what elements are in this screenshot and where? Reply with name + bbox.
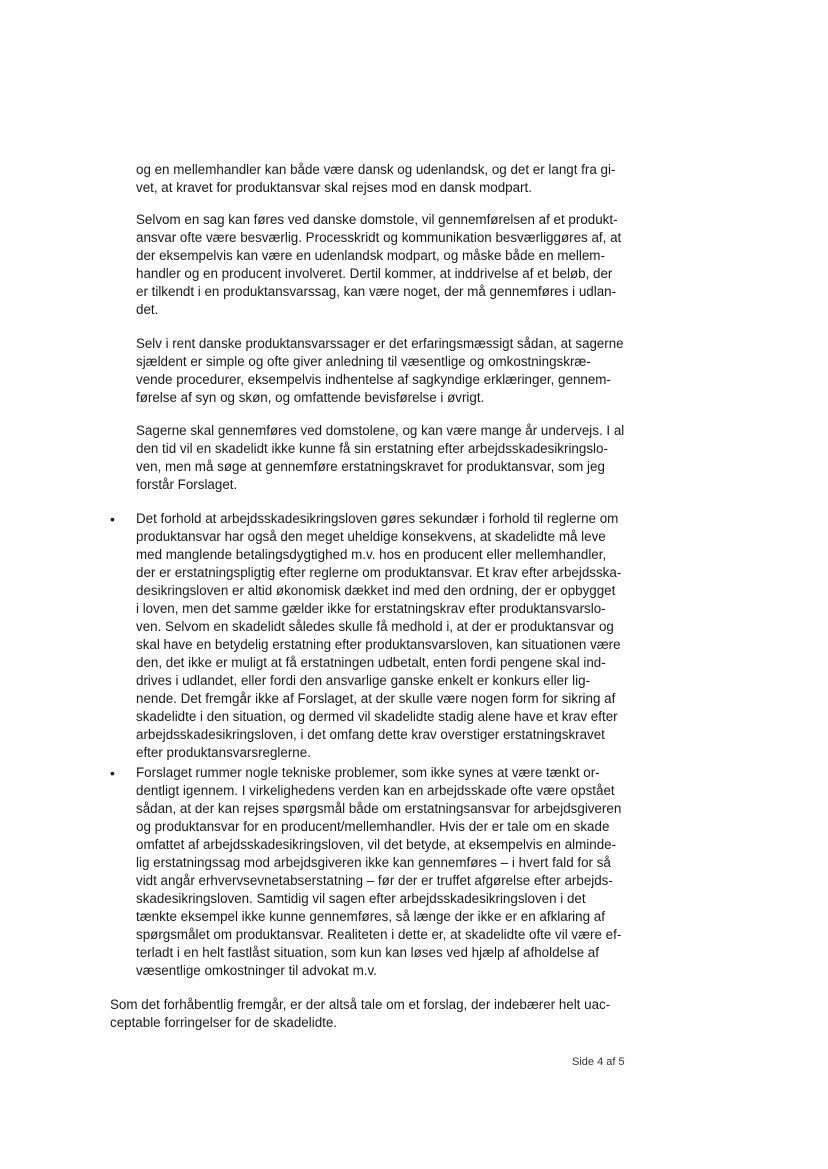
text-line: Selvom en sag kan føres ved danske domstole, vil gennemførelsen af et produkt- [136,212,618,227]
text-line: vidt angår erhvervsevnetabserstatning – før der er truffet afgørelse efter arbejds- [136,873,613,888]
text-line: vende procedurer, eksempelvis indhentelse af sagkyndige erklæringer, gennem- [136,372,611,387]
text-line: ven. Selvom en skadelidt således skulle få medhold i, at der er produktansvar og [136,619,614,634]
text-line: drives i udlandet, eller fordi den ansvarlige ganske enkelt er konkurs eller lig- [136,673,591,688]
text-line: terladt i en helt fastlåst situation, som kun kan løses ved hjælp af afholdelse af [136,945,599,960]
text-line: det. [136,302,159,317]
text-line: dentligt igennem. I virkelighedens verden kan en arbejdsskade ofte være opstået [136,783,615,798]
text-line: i loven, men det samme gælder ikke for erstatningskrav efter produktansvarslo- [136,601,606,616]
text-line: der eksempelvis kan være en udenlandsk modpart, og måske både en mellem- [136,248,605,263]
text-line: efter produktansvarsreglerne. [136,745,311,760]
text-line: Sagerne skal gennemføres ved domstolene, og kan være mange år undervejs. I al [136,423,625,438]
text-line: skal have en betydelig erstatning efter produktansvarsloven, kan situationen være [136,637,621,652]
text-line: og en mellemhandler kan både være dansk og udenlandsk, og det er langt fra gi- [136,162,616,177]
text-line: Som det forhåbentlig fremgår, er der altså tale om et forslag, der indebærer helt uac- [110,997,611,1012]
text-line: desikringsloven er altid økonomisk dækket ind med den ordning, der er opbygget [136,583,616,598]
text-line: nende. Det fremgår ikke af Forslaget, at der skulle være nogen form for sikring af [136,691,616,706]
text-line: skadelidte i den situation, og dermed vil skadelidte stadig alene have et krav efter [136,709,618,724]
text-line: den, det ikke er muligt at få erstatningen udbetalt, enten fordi pengene skal ind- [136,655,606,670]
text-line: ceptable forringelser for de skadelidte. [110,1015,338,1030]
text-line: Selv i rent danske produktansvarssager er det erfaringsmæssigt sådan, at sagerne [136,336,624,351]
text-line: ven, men må søge at gennemføre erstatningskravet for produktansvar, som jeg [136,459,605,474]
bullet-symbol: • [110,511,115,527]
text-line: tænkte eksempel ikke kunne gennemføres, så længe der ikke er en afklaring af [136,909,605,924]
text-line: forstår Forslaget. [136,477,238,492]
text-line: der er erstatningspligtig efter reglerne om produktansvar. Et krav efter arbejdsska- [136,565,622,580]
text-line: spørgsmålet om produktansvar. Realiteten i dette er, at skadelidte ofte vil være ef- [136,927,622,942]
text-line: lig erstatningssag mod arbejdsgiveren ikke kan gennemføres – i hvert fald for så [136,855,611,870]
text-line: handler og en producent involveret. Dertil kommer, at inddrivelse af et beløb, der [136,266,613,281]
text-line: omfattet af arbejdsskadesikringsloven, vil det betyde, at eksempelvis en alminde- [136,837,617,852]
text-line: og produktansvar for en producent/mellemhandler. Hvis der er tale om en skade [136,819,610,834]
text-line: med manglende betalingsdygtighed m.v. hos en producent eller mellemhandler, [136,547,607,562]
page-number: Side 4 af 5 [572,1056,625,1068]
text-line: Det forhold at arbejdsskadesikringsloven gøres sekundær i forhold til reglerne om [136,511,619,526]
text-line: ansvar ofte være besværlig. Processkridt og kommunikation besværliggøres af, at [136,230,622,245]
text-line: førelse af syn og skøn, og omfattende bevisførelse i øvrigt. [136,390,485,405]
text-line: arbejdsskadesikringsloven, i det omfang dette krav overstiger erstatningskravet [136,727,605,742]
text-line: vet, at kravet for produktansvar skal rejses mod en dansk modpart. [136,180,532,195]
text-line: sjældent er simple og ofte giver anledning til væsentlige og omkostningskræ- [136,354,591,369]
text-line: væsentlige omkostninger til advokat m.v. [136,963,377,978]
text-line: er tilkendt i en produktansvarssag, kan være noget, der må gennemføres i udlan- [136,284,617,299]
bullet-symbol: • [110,765,115,781]
text-line: skadesikringsloven. Samtidig vil sagen efter arbejdsskadesikringsloven i det [136,891,586,906]
text-line: Forslaget rummer nogle tekniske problemer, som ikke synes at være tænkt or- [136,765,600,780]
text-line: den tid vil en skadelidt ikke kunne få sin erstatning efter arbejdsskadesikringslo- [136,441,608,456]
text-line: sådan, at der kan rejses spørgsmål både om erstatningsansvar for arbejdsgiveren [136,801,622,816]
text-line: produktansvar har også den meget uheldige konsekvens, at skadelidte må leve [136,529,606,544]
